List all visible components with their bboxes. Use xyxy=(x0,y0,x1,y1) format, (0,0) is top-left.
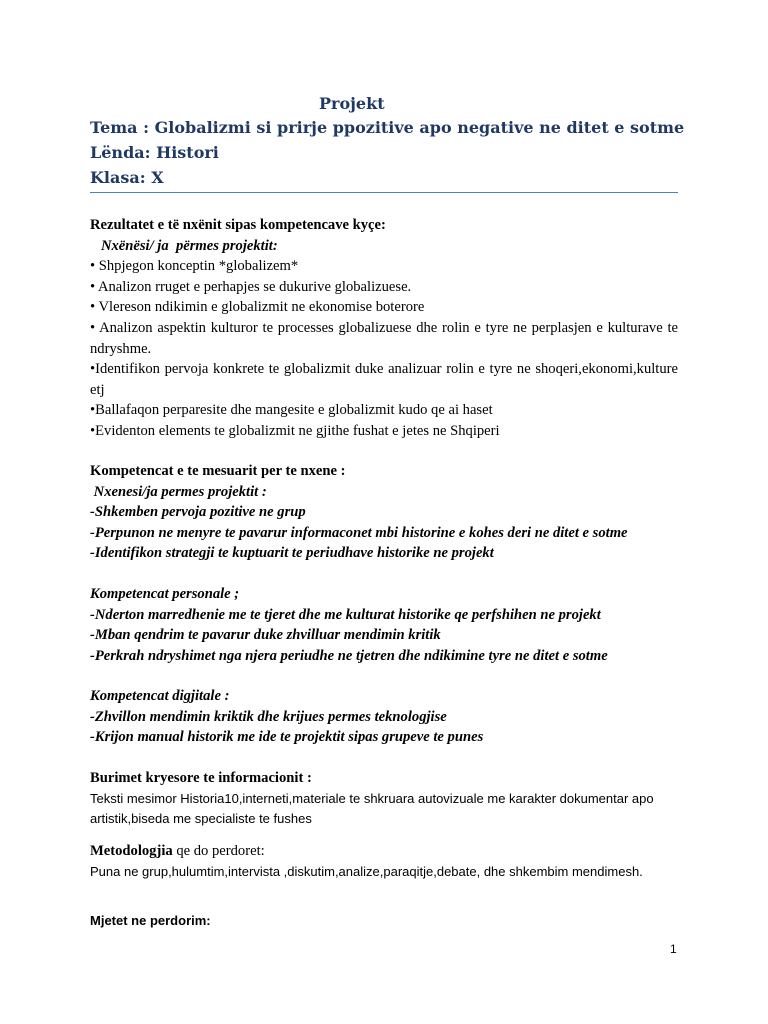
section-heading: Kompetencat digjitale : xyxy=(90,688,230,704)
section-heading: Mjetet ne perdorim: xyxy=(90,913,211,928)
list-item: • Analizon aspektin kulturor te processes globalizuese dhe rolin e tyre ne perplasjen e kulturave te ndryshme. xyxy=(90,319,678,357)
document-title: Projekt xyxy=(319,94,385,113)
list-item: •Evidenton elements te globalizmit ne gjithe fushat e jetes ne Shqiperi xyxy=(90,422,500,439)
list-item: -Shkemben pervoja pozitive ne grup xyxy=(90,504,306,521)
list-item: -Identifikon strategji te kuptuarit te periudhave historike ne projekt xyxy=(90,545,494,562)
list-item: -Zhvillon mendimin kriktik dhe krijues permes teknologjise xyxy=(90,708,447,725)
sources-section xyxy=(90,768,678,830)
list-item: • Analizon rruget e perhapjes se dukurive globalizuese. xyxy=(90,278,412,295)
learning-competences-section xyxy=(90,461,678,564)
section-text: Puna ne grup,hulumtim,intervista ,diskutim,analize,paraqitje,debate, dhe shkembim mendimesh. xyxy=(90,863,643,879)
section-heading: Burimet kryesore te informacionit : xyxy=(90,770,312,786)
digital-competences-section xyxy=(90,686,678,748)
learning-outcomes-section xyxy=(90,215,678,442)
list-item: • Vlereson ndikimin e globalizmit ne ekonomise boterore xyxy=(90,299,425,316)
section-text: Teksti mesimor Historia10,interneti,materiale te shkruara autovizuale me karakter dokumentar apo artistik,biseda me specialiste te fushes xyxy=(90,790,654,827)
topic-line: Tema : Globalizmi si prirje ppozitive apo negative ne ditet e sotme xyxy=(90,118,685,137)
methodology-heading-bold: Metodologjia xyxy=(90,843,173,859)
list-item: -Perkrah ndryshimet nga njera periudhe ne tjetren dhe ndikimine tyre ne ditet e sotme xyxy=(90,647,608,664)
list-item: -Mban qendrim te pavarur duke zhvilluar mendimin kritik xyxy=(90,627,441,644)
section-subheading: Nxënësi/ ja përmes projektit: xyxy=(90,237,278,254)
section-heading xyxy=(90,841,678,862)
methodology-heading-rest: qe do perdoret: xyxy=(172,843,265,859)
page-number: 1 xyxy=(670,942,677,956)
section-subheading: Nxenesi/ja permes projektit : xyxy=(90,483,267,500)
section-heading: Kompetencat e te mesuarit per te nxene : xyxy=(90,463,346,479)
list-item: •Ballafaqon perparesite dhe mangesite e globalizmit kudo qe ai haset xyxy=(90,402,493,419)
list-item: -Krijon manual historik me ide te projektit sipas grupeve te punes xyxy=(90,729,484,746)
personal-competences-section xyxy=(90,584,678,666)
section-heading: Kompetencat personale ; xyxy=(90,586,240,602)
tools-section xyxy=(90,911,678,932)
list-item: • Shpjegon konceptin *globalizem* xyxy=(90,258,299,275)
list-item: -Perpunon ne menyre te pavarur informaconet mbi historine e kohes deri ne ditet e sotme xyxy=(90,524,628,541)
methodology-section xyxy=(90,841,678,882)
title-divider xyxy=(90,192,678,193)
list-item: -Nderton marredhenie me te tjeret dhe me kulturat historike qe perfshihen ne projekt xyxy=(90,606,601,623)
subject-line: Lënda: Histori xyxy=(90,143,219,162)
section-heading: Rezultatet e të nxënit sipas kompetencave kyçe: xyxy=(90,217,386,233)
class-line: Klasa: X xyxy=(90,168,164,187)
list-item: •Identifikon pervoja konkrete te globalizmit duke analizuar rolin e tyre ne shoqeri,ekonomi,kulture etj xyxy=(90,361,678,398)
